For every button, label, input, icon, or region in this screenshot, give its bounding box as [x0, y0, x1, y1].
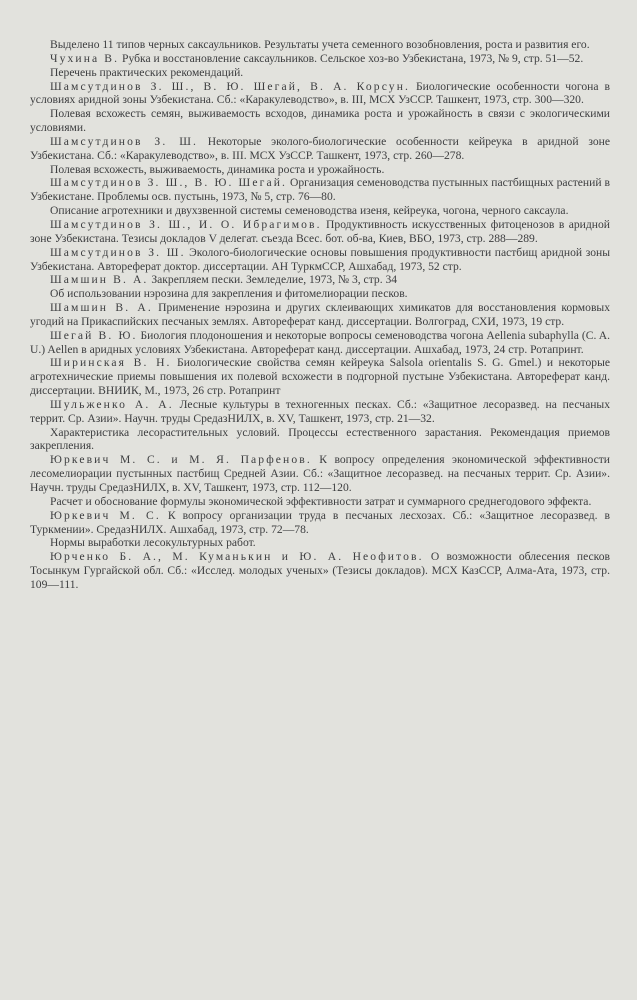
annotation-paragraph — [30, 163, 610, 177]
bibliography-entry — [30, 176, 610, 204]
entry-text: Лесные культуры в техногенных песках. Сб.: «Защитное лесоразвед. на песчаных террит. Ср. Азии». Научн. труды СредазНИЛХ, в. XV, Ташкент, 1973, стр. 21—32. — [30, 397, 611, 425]
annotation-paragraph — [30, 107, 610, 135]
bibliography-entry — [30, 246, 610, 274]
annotation-paragraph — [30, 536, 610, 550]
entry-author: Шамшин В. А. — [50, 273, 149, 287]
annotation-text: Об использовании нэрозина для закрепления и фитомелиорации песков. — [50, 287, 408, 301]
bibliography-entry — [30, 80, 610, 108]
annotation-paragraph — [30, 426, 610, 454]
entry-author: Ширинская В. Н. — [50, 356, 172, 370]
bibliography-entry — [30, 329, 610, 357]
entry-text: Применение нэрозина и других склеивающих химикатов для восстановления кормовых угодий на Прикаспийских песчаных землях. Автореферат канд. диссертации. Волгоград, СХИ, 1973, 19 стр. — [30, 301, 611, 328]
entry-text: Некоторые эколого-биологические особенности кейреука в аридной зоне Узбекистана. Сб.: «Каракулеводство», в. III. МСХ УзССР. Ташкент, 1973, стр. 260—278. — [30, 134, 610, 162]
entry-author: Шамсутдинов З. Ш., И. О. Ибрагимов. — [50, 217, 322, 231]
entry-author: Юрченко Б. А., М. Куманькин и Ю. А. Неофитов. — [50, 550, 424, 564]
annotation-paragraph — [30, 287, 610, 301]
entry-author: Юркевич М. С. — [50, 508, 161, 522]
entry-text: К вопросу организации труда в песчаных лесхозах. Сб.: «Защитное лесоразвед. в Туркмении». СредазНИЛХ. Ашхабад, 1973, стр. 72—78. — [30, 508, 610, 536]
entry-text: О возможности облесения песков Тосынкум Гургайской обл. Сб.: «Исслед. молодых ученых» (Тезисы докладов). МСХ КазССР, Алма-Ата, 1973, стр. 109—111. — [30, 550, 610, 591]
bibliography-entry — [30, 218, 610, 246]
entry-text: Биологические особенности чогона в условиях аридной зоны Узбекистана. Сб.: «Каракулеводство», в. III, МСХ УзССР. Ташкент, 1973, стр. 300—320. — [30, 79, 610, 107]
entry-text: Биологические свойства семян кейреука Salsola orientalis S. G. Gmel.) и некоторые агротехнические приемы повышения их полевой всхожести в подгорной пустыне Узбекистана. Автореферат канд. диссертации. ВНИИК, М., 1973, 26 стр. Ротапринт — [30, 356, 611, 398]
bibliography-entry — [30, 135, 610, 163]
entry-text: Продуктивность искусственных фитоценозов в аридной зоне Узбекистана. Тезисы докладов V делегат. съезда Всес. бот. об-ва, Киев, ВБО, 1973, стр. 288—289. — [30, 217, 610, 245]
entry-author: Шамсутдинов З. Ш. — [50, 134, 198, 148]
entry-author: Чухина В. — [50, 51, 120, 65]
bibliography-entry — [30, 550, 610, 592]
annotation-text: Выделено 11 типов черных саксаульников. Результаты учета семенного возобновления, роста и развития его. — [50, 38, 590, 51]
entry-text: Закрепляем пески. Земледелие, 1973, № 3, стр. 34 — [148, 273, 398, 287]
entry-text: Рубка и восстановление саксаульников. Сельское хоз-во Узбекистана, 1973, № 9, стр. 51—52. — [119, 51, 584, 65]
entry-text: Организация семеноводства пустынных пастбищных растений в Узбекистане. Проблемы осв. пустынь, 1973, № 5, стр. 76—80. — [30, 176, 610, 204]
annotation-text: Расчет и обоснование формулы экономической эффективности затрат и суммарного среднегодового эффекта. — [50, 494, 592, 508]
bibliography-entry — [30, 356, 610, 398]
entry-text: Биология плодоношения и некоторые вопросы семеноводства чогона Aellenia subaphylla (C. A. U.) Aellen в аридных условиях Узбекистана. Автореферат канд. диссертации. Ашхабад, 1973, 24 стр. Ротапринт. — [30, 328, 610, 356]
entry-author: Шамшин В. А. — [50, 301, 153, 315]
annotation-paragraph — [30, 38, 610, 52]
entry-text: К вопросу определения экономической эффективности лесомелиорации пустынных пастбищ Средней Азии. Сб.: «Защитное лесоразвед. на песчаных террит. Ср. Азии». Научн. труды СредазНИЛХ, в. XV, Ташкент, 1973, стр. 112—120. — [30, 453, 610, 494]
bibliography-entry — [30, 52, 610, 66]
annotation-text: Нормы выработки лесокультурных работ. — [50, 536, 256, 550]
entry-author: Шамсутдинов З. Ш. — [50, 245, 186, 259]
annotation-paragraph — [30, 66, 610, 80]
bibliography-page — [30, 38, 610, 592]
annotation-text: Полевая всхожесть семян, выживаемость всходов, динамика роста и урожайность в связи с экологическими условиями. — [30, 107, 610, 135]
annotation-paragraph — [30, 495, 610, 509]
annotation-text: Характеристика лесорастительных условий. Процессы естественного зарастания. Рекомендация приемов закрепления. — [30, 425, 610, 453]
entry-author: Шамсутдинов З. Ш., В. Ю. Шегай. — [50, 176, 287, 190]
annotation-text: Перечень практических рекомендаций. — [50, 65, 244, 79]
bibliography-entry — [30, 453, 610, 495]
annotation-text: Описание агротехники и двухзвенной системы семеноводства изеня, кейреука, чогона, черного саксаула. — [50, 204, 569, 218]
entry-author: Юркевич М. С. и М. Я. Парфенов. — [50, 453, 312, 467]
entry-author: Шульженко А. А. — [50, 397, 174, 411]
bibliography-entry — [30, 301, 610, 329]
bibliography-entry — [30, 398, 610, 426]
bibliography-entry — [30, 509, 610, 537]
annotation-text: Полевая всхожесть, выживаемость, динамика роста и урожайность. — [50, 162, 385, 176]
entry-author: Шегай В. Ю. — [50, 328, 138, 342]
entry-author: Шамсутдинов З. Ш., В. Ю. Шегай, В. А. Корсун. — [50, 79, 410, 93]
annotation-paragraph — [30, 204, 610, 218]
entry-text: Эколого-биологические основы повышения продуктивности пастбищ аридной зоны Узбекистана. Автореферат доктор. диссертации. АН ТуркмССР, Ашхабад, 1973, 52 стр. — [30, 245, 610, 273]
bibliography-entry — [30, 273, 610, 287]
